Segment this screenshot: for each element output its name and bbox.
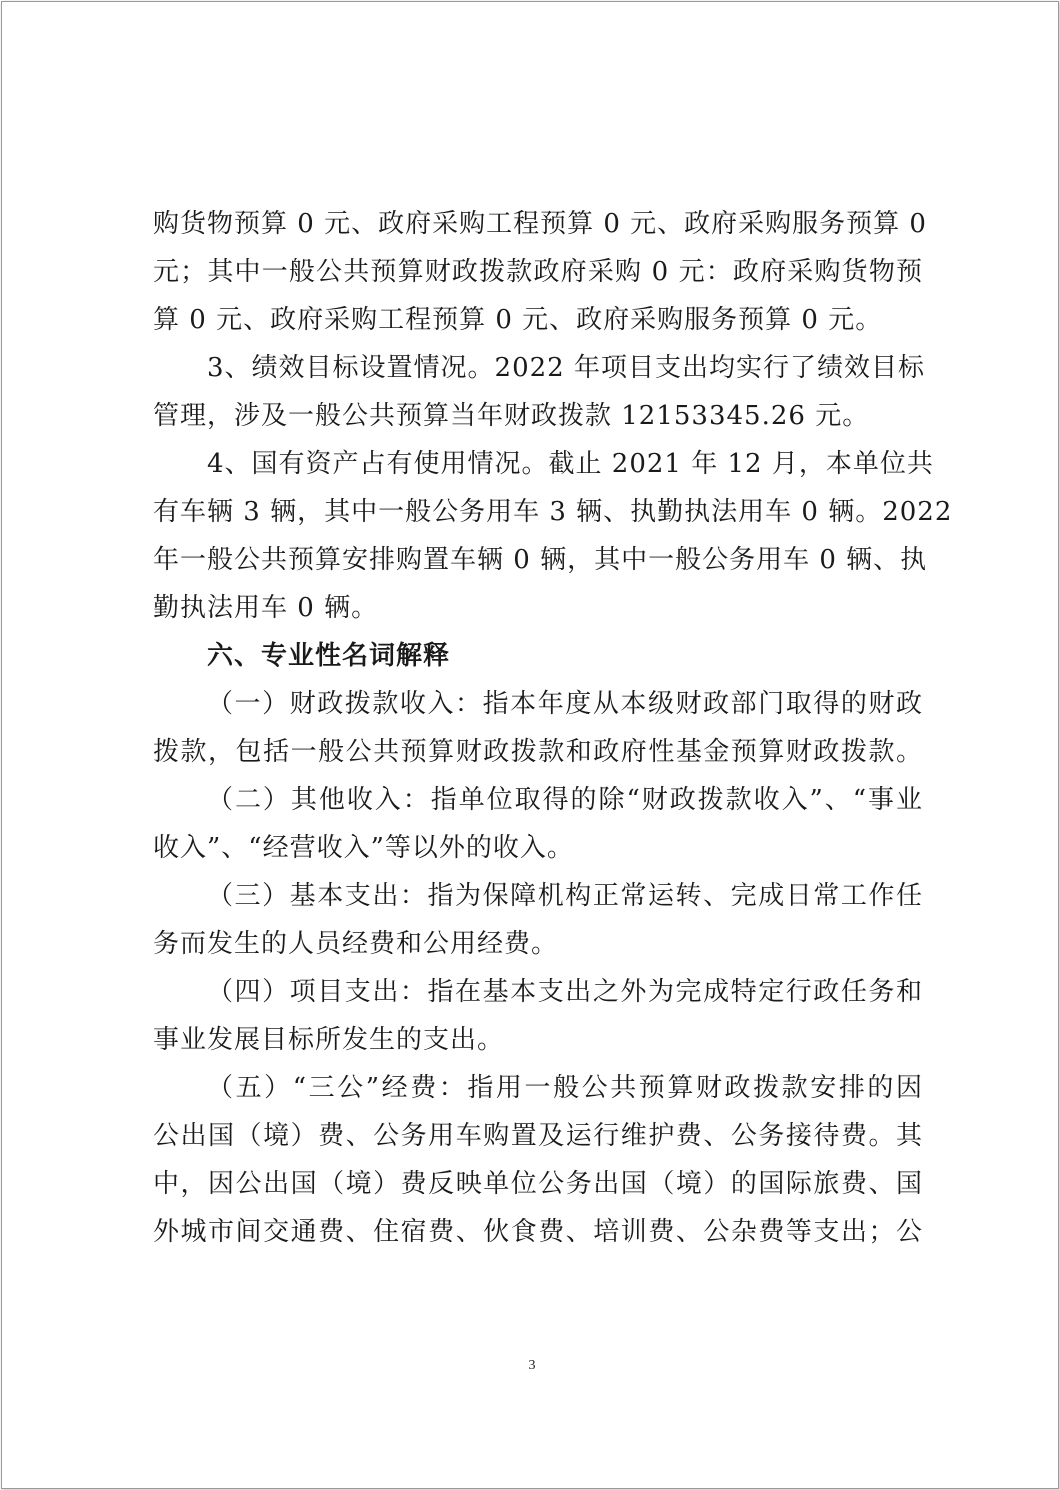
- text-line: 购货物预算 0 元、政府采购工程预算 0 元、政府采购服务预算 0: [153, 209, 927, 239]
- text-line: 元；其中一般公共预算财政拨款政府采购 0 元：政府采购货物预: [153, 257, 923, 287]
- text-line: （四）项目支出：指在基本支出之外为完成特定行政任务和: [207, 977, 923, 1007]
- text-line: （五）“三公”经费：指用一般公共预算财政拨款安排的因: [207, 1073, 923, 1103]
- text-line: 算 0 元、政府采购工程预算 0 元、政府采购服务预算 0 元。: [153, 305, 883, 335]
- text-line: 外城市间交通费、住宿费、伙食费、培训费、公杂费等支出；公: [153, 1217, 923, 1247]
- text-line: 拨款，包括一般公共预算财政拨款和政府性基金预算财政拨款。: [153, 737, 923, 767]
- text-line: （三）基本支出：指为保障机构正常运转、完成日常工作任: [207, 881, 923, 911]
- text-line: 3、绩效目标设置情况。2022 年项目支出均实行了绩效目标: [207, 353, 925, 383]
- section-heading: 六、专业性名词解释: [207, 641, 451, 671]
- text-line: （二）其他收入：指单位取得的除“财政拨款收入”、“事业: [207, 785, 923, 815]
- text-line: 管理，涉及一般公共预算当年财政拨款 12153345.26 元。: [153, 401, 870, 431]
- document-page: [1, 1, 1059, 1489]
- text-line: 年一般公共预算安排购置车辆 0 辆，其中一般公务用车 0 辆、执: [153, 545, 928, 575]
- text-line: 中，因公出国（境）费反映单位公务出国（境）的国际旅费、国: [153, 1169, 923, 1199]
- text-line: 勤执法用车 0 辆。: [153, 593, 379, 623]
- text-line: 务而发生的人员经费和公用经费。: [153, 929, 559, 959]
- text-line: 有车辆 3 辆，其中一般公务用车 3 辆、执勤执法用车 0 辆。2022: [153, 497, 953, 527]
- text-line: 公出国（境）费、公务用车购置及运行维护费、公务接待费。其: [153, 1121, 923, 1151]
- page-number: 3: [528, 1358, 536, 1373]
- text-line: 4、国有资产占有使用情况。截止 2021 年 12 月，本单位共: [207, 449, 934, 479]
- document-body: [153, 200, 953, 1256]
- text-line: （一）财政拨款收入：指本年度从本级财政部门取得的财政: [207, 689, 923, 719]
- text-line: 收入”、“经营收入”等以外的收入。: [153, 833, 574, 863]
- text-line: 事业发展目标所发生的支出。: [153, 1025, 505, 1055]
